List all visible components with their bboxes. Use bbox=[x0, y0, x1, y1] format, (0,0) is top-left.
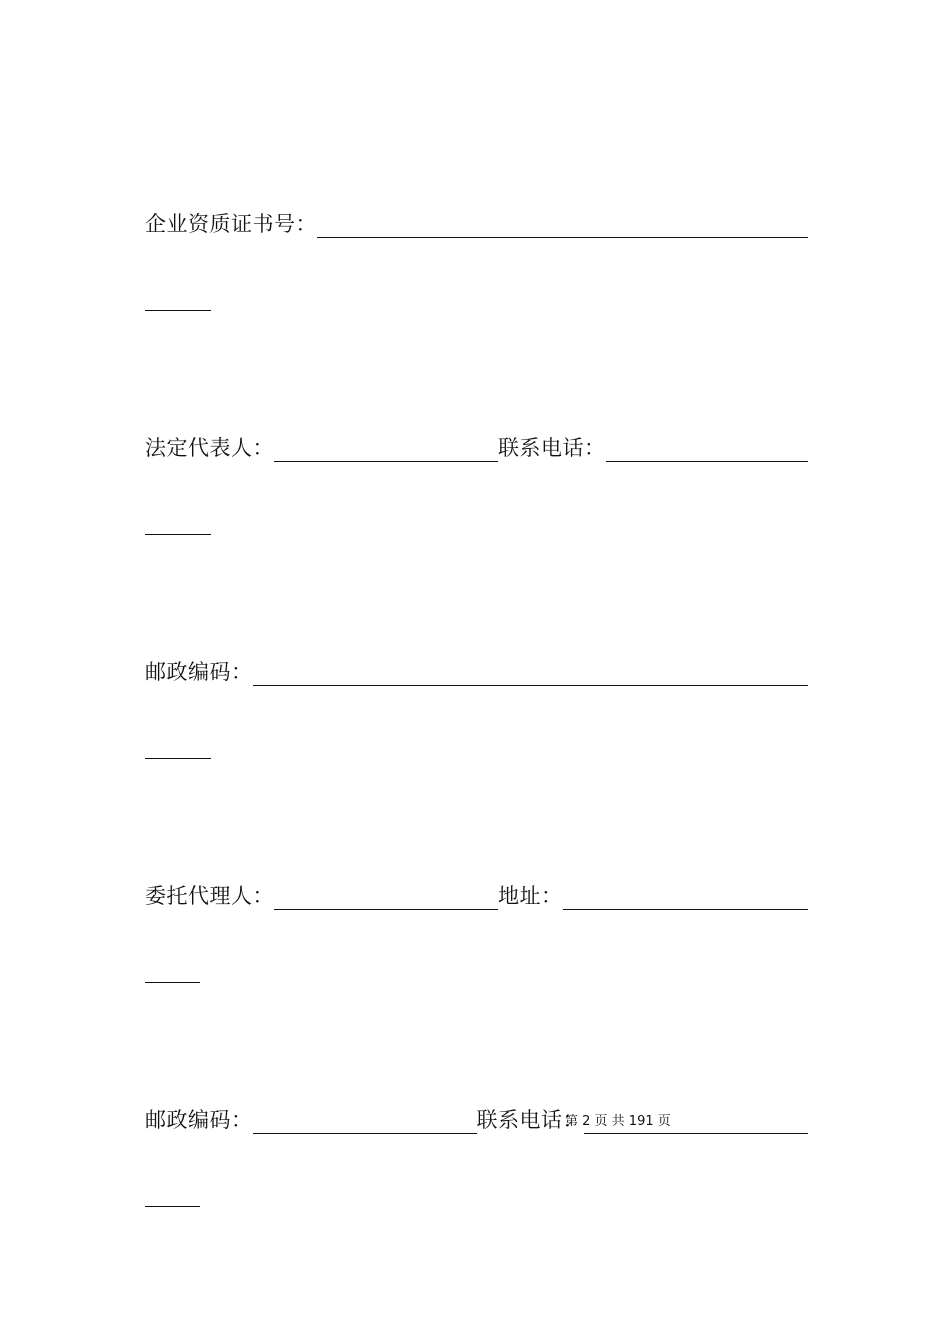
legal-representative-row bbox=[145, 422, 808, 462]
address-label: 地址： bbox=[498, 884, 563, 908]
agent-label: 委托代理人： bbox=[145, 884, 274, 908]
postal-code-label-1: 邮政编码： bbox=[145, 660, 253, 684]
postal-code-blank-1-continued[interactable] bbox=[145, 758, 211, 759]
address-blank[interactable] bbox=[563, 885, 809, 910]
qualification-number-row bbox=[145, 198, 808, 238]
legal-representative-label: 法定代表人： bbox=[145, 436, 274, 460]
phone-blank-1[interactable] bbox=[606, 437, 809, 462]
postal-code-label-2: 邮政编码： bbox=[145, 1108, 253, 1132]
postal-code-row-2 bbox=[145, 1094, 808, 1134]
qualification-number-label: 企业资质证书号： bbox=[145, 212, 317, 236]
phone-blank-2-continued[interactable] bbox=[145, 1206, 200, 1207]
phone-label-1: 联系电话： bbox=[498, 436, 606, 460]
postal-code-blank-1[interactable] bbox=[253, 661, 809, 686]
agent-blank[interactable] bbox=[274, 885, 498, 910]
address-blank-continued[interactable] bbox=[145, 982, 200, 983]
postal-code-blank-2[interactable] bbox=[253, 1109, 477, 1134]
phone-blank-1-continued[interactable] bbox=[145, 534, 211, 535]
page-number-footer: 第 2 页 共 191 页 bbox=[565, 1114, 671, 1129]
qualification-number-blank[interactable] bbox=[317, 213, 808, 238]
qualification-number-blank-continued[interactable] bbox=[145, 310, 211, 311]
agent-row bbox=[145, 870, 808, 910]
legal-representative-blank[interactable] bbox=[274, 437, 498, 462]
phone-label-2: 联系电话： bbox=[476, 1108, 584, 1132]
postal-code-row-1 bbox=[145, 646, 808, 686]
